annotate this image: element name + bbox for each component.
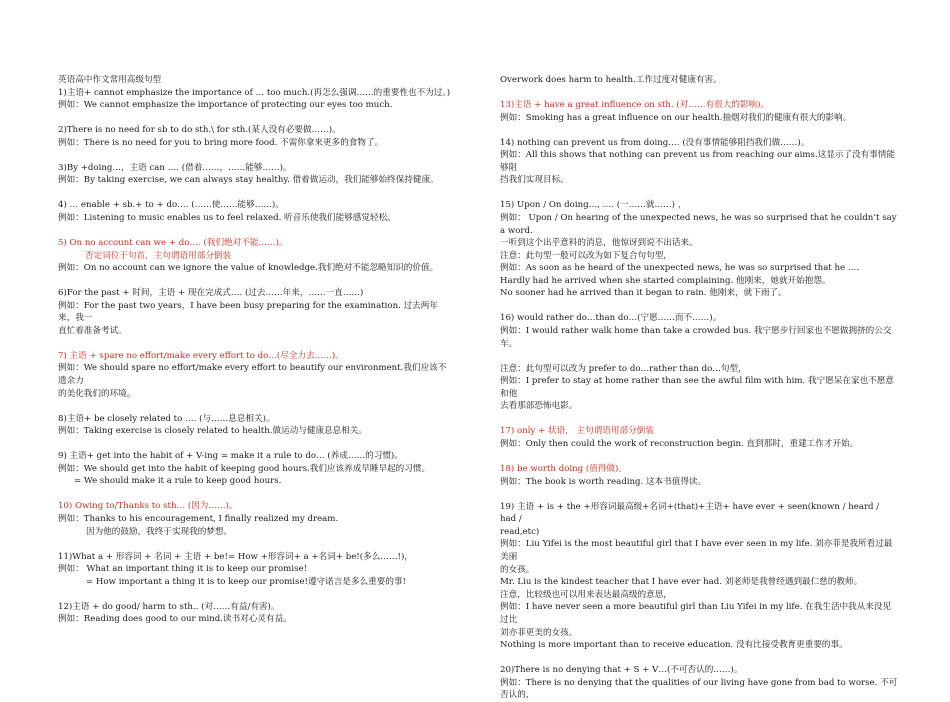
text-line: 例如：Only then could the work of reconstruction begin. 直到那时，重建工作才开始。 <box>500 439 859 449</box>
text-line: 例如：We cannot emphasize the importance of protecting our eyes too much. <box>58 100 393 111</box>
text-line: 例如：I would rather walk home than take a crowded bus. 我宁愿步行回家也不愿做拥挤的公交车。 <box>500 326 892 349</box>
text-line: 例如： What an important thing it is to keep our promise! <box>58 564 308 575</box>
text-line: 例如：All this shows that nothing can prevent us from reaching our aims.这显示了没有事情能够阻 <box>500 150 896 173</box>
paragraph-spacer <box>500 300 898 312</box>
text-line: 刘亦菲更美的女孩。 <box>500 627 578 638</box>
text-line: Mr. Liu is the kindest teacher that I have ever had. 刘老师是我曾经遇到最仁慈的教师。 <box>500 577 863 588</box>
text-line: 20)There is no denying that + S + V…(不可否认的……)。 <box>500 665 743 676</box>
highlighted-text-line: 7) 主语 + spare no effort/make every effort to do…(尽全力去……)。 <box>58 350 344 361</box>
text-line: 例如：I have never seen a more beautiful girl than Liu Yifei in my life. 在我生活中我从来没见过比 <box>500 602 892 625</box>
text-line: 8)主语+ be closely related to …. (与……息息相关)。 <box>58 413 275 424</box>
paragraph-spacer <box>500 350 898 362</box>
text-line: 例如：We should spare no effort/make every effort to beautify our environment.我们应该不遗余力 <box>58 363 447 387</box>
paragraph-spacer <box>500 124 898 136</box>
text-line: 例如：Taking exercise is closely related to health.做运动与健康息息相关。 <box>58 426 368 437</box>
text-line: 的美化我们的环境。 <box>58 388 136 399</box>
text-line: 例如：The book is worth reading. 这本书值得读。 <box>500 476 707 487</box>
paragraph-spacer <box>58 112 452 124</box>
text-line: 因为他的鼓励，我终于实现我的梦想。 <box>86 526 233 537</box>
text-line: 去看那部恐怖电影。 <box>500 401 578 412</box>
text-line: 的女孩。 <box>500 564 535 575</box>
text-line: 16) would rather do…than do…(宁愿……而不……)。 <box>500 313 722 324</box>
text-line: 例如：By taking exercise, we can always stay healthy. 借着做运动，我们能够始终保持健康。 <box>58 175 439 186</box>
paragraph-spacer <box>58 149 452 161</box>
text-line: 3)By +doing…，主语 can …. (借着……，……能够……)。 <box>58 162 292 173</box>
text-line: 14) nothing can prevent us from doing…. (没有事情能够阻挡我们做……)。 <box>500 137 810 148</box>
text-line: 例如：There is no need for you to bring more food. 不需你拿来更多的食物了。 <box>58 137 384 148</box>
text-line: 11)What a + 形容词 + 名词 + 主语 + be!= How +形容词+ a +名词+ be!(多么……!)， <box>58 551 413 562</box>
paragraph-spacer <box>58 588 452 600</box>
text-line: Hardly had he arrived when she started complaining. 他刚来，她就开始抱怨。 <box>500 275 831 286</box>
text-line: read,etc) <box>500 526 540 537</box>
text-line: 15) Upon / On doing…, …. (一……就……) ， <box>500 200 687 211</box>
highlighted-text-line: 13)主语 + have a great influence on sth. (对……有很大的影响)。 <box>500 99 770 110</box>
text-line: Overwork does harm to health.工作过度对健康有害。 <box>500 75 722 85</box>
text-line: = We should make it a rule to keep good hours. <box>74 476 282 487</box>
text-line: 例如：I prefer to stay at home rather than see the awful film with him. 我宁愿呆在家也不愿意和他 <box>500 376 894 399</box>
paragraph-spacer <box>500 652 898 664</box>
text-line: 挡我们实现目标。 <box>500 175 569 186</box>
paragraph-spacer <box>500 451 898 463</box>
text-line: 1)主语+ cannot emphasize the importance of … too much.(再怎么强调……的重要性也不为过。) <box>58 87 451 98</box>
text-line: 2)There is no need for sb to do sth.\ for sth.(某人没有必要做……)。 <box>58 125 341 136</box>
highlighted-text-line: 18) be worth doing (值得做)。 <box>500 463 627 474</box>
paragraph-spacer <box>58 337 452 349</box>
paragraph-spacer <box>500 87 898 99</box>
text-line: 例如：Liu Yifei is the most beautiful girl that I have ever seen in my life. 刘亦菲是我所看过最美丽 <box>500 539 893 562</box>
paragraph-spacer <box>58 538 452 550</box>
paragraph-spacer <box>58 187 452 199</box>
text-line: 注意，比较级也可以用来表达最高级的意思， <box>500 589 672 600</box>
text-line: 例如： Upon / On hearing of the unexpected news, he was so surprised that he couldn’t say a word. <box>500 212 897 236</box>
text-line: 4) … enable + sb.+ to + do…. (……使……能够……)。 <box>58 200 284 211</box>
text-line: 例如：On no account can we ignore the value of knowledge.我们绝对不能忽略知识的价值。 <box>58 263 439 274</box>
paragraph-spacer <box>58 488 452 500</box>
paragraph-spacer <box>500 488 898 500</box>
text-line: 例如：Thanks to his encouragement, I finally realized my dream. <box>58 513 339 524</box>
text-line: 例如：For the past two years，I have been busy preparing for the examination. 过去两年来，我一 <box>58 300 438 324</box>
text-line: 例如：Listening to music enables us to feel relaxed. 听音乐使我们能够感觉轻松。 <box>58 212 396 223</box>
text-line: 12)主语 + do good/ harm to sth.. (对……有益/有害)。 <box>58 601 280 612</box>
text-line: 直忙着准备考试。 <box>58 325 127 336</box>
highlighted-text-line: 17) only + 状语， 主句谓语用部分倒装 <box>500 426 654 437</box>
text-line: 9) 主语+ get into the habit of + V-ing = make it a rule to do… (养成……的习惯)。 <box>58 451 403 462</box>
text-line: 例如：Reading does good to our mind.读书对心灵有益。 <box>58 614 292 625</box>
text-line: 例如：There is no denying that the qualities of our living have gone from bad to worse. 不可否认的， <box>500 677 898 701</box>
text-line: 6)For the past + 时间，主语 + 现在完成式…. (过去……年来，……一直……) <box>58 288 364 299</box>
text-line: Nothing is more important than to receive education. 没有比接受教育更重要的事。 <box>500 640 848 651</box>
text-line: 注意：此句型一般可以改为如下复合句句型， <box>500 250 672 261</box>
text-line: 19) 主语 + is + the +形容词最高级+名词+(that)+主语+ have ever + seen(known / heard / had / <box>500 501 880 525</box>
paragraph-spacer <box>500 187 898 199</box>
paragraph-spacer <box>58 438 452 450</box>
text-line: 一听到这个出乎意料的消息，他惊讶到说不出话来。 <box>500 238 698 249</box>
highlighted-text-line: 否定词位于句首，主句谓语用部分倒装 <box>85 250 232 261</box>
paragraph-spacer <box>500 413 898 425</box>
highlighted-text-line: 10) Owing to/Thanks to sth… (因为……)。 <box>58 501 238 512</box>
highlighted-text-line: 5) On no account can we + do…. (我们绝对不能……)。 <box>58 237 288 248</box>
text-line: 例如：As soon as he heard of the unexpected news, he was so surprised that he …. <box>500 263 860 274</box>
text-line: = How important a thing it is to keep our promise!遵守诺言是多么重要的事! <box>86 576 406 587</box>
right-column <box>500 74 898 702</box>
text-line: 例如：Smoking has a great influence on our health.抽烟对我们的健康有很大的影响。 <box>500 112 852 123</box>
paragraph-spacer <box>58 275 452 287</box>
paragraph-spacer <box>58 225 452 237</box>
left-column <box>58 74 452 626</box>
text-line: 注意：此句型可以改为 prefer to do…rather than do…句型， <box>500 363 747 374</box>
paragraph-spacer <box>58 400 452 412</box>
text-line: No sooner had he arrived than it began to rain. 他刚来，就下雨了。 <box>500 288 787 299</box>
text-line: 例如：We should get into the habit of keeping good hours.我们应该养成早睡早起的习惯。 <box>58 463 431 474</box>
text-line: 英语高中作文常用高级句型 <box>58 75 162 85</box>
